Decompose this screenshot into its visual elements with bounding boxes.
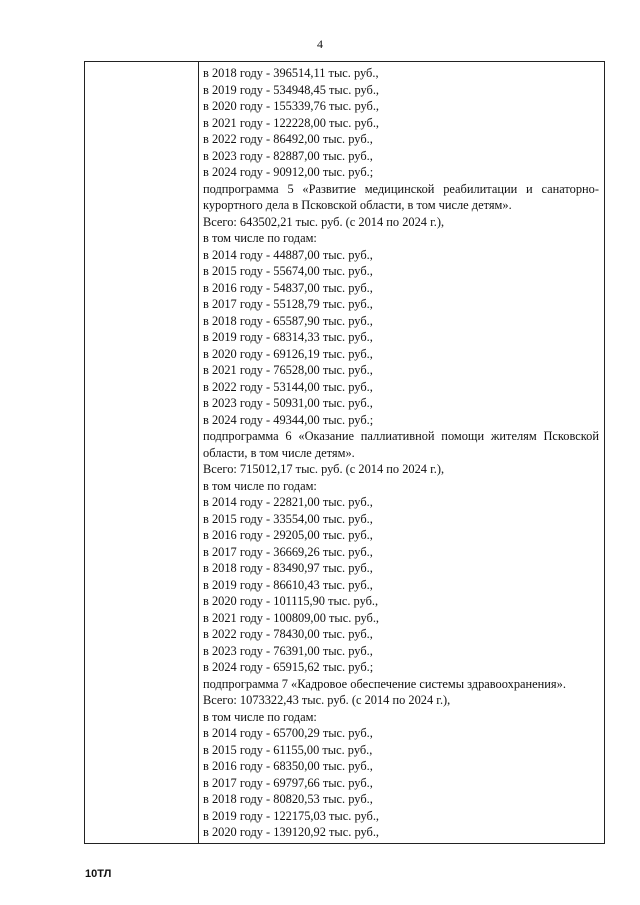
text-line: в том числе по годам: <box>203 231 317 245</box>
text-line: в 2020 году - 139120,92 тыс. руб., <box>203 825 380 839</box>
text-line: в 2021 году - 100809,00 тыс. руб., <box>203 610 380 625</box>
text-line: в 2023 году - 76391,00 тыс. руб., <box>203 643 373 658</box>
funding-table <box>84 61 605 844</box>
text-line: в 2015 году - 33554,00 тыс. руб., <box>203 511 373 526</box>
column-divider <box>198 62 199 843</box>
text-line: в 2024 году - 90912,00 тыс. руб.; <box>203 165 374 179</box>
text-line: в 2014 году - 65700,29 тыс. руб., <box>203 726 373 740</box>
text-line: в 2024 году - 65915,62 тыс. руб.; <box>203 660 374 674</box>
text-line: Всего: 1073322,43 тыс. руб. (с 2014 по 2024 г.), <box>203 693 451 707</box>
text-line: в 2021 году - 122228,00 тыс. руб., <box>203 115 380 130</box>
text-line: в 2016 году - 54837,00 тыс. руб., <box>203 280 373 295</box>
text-line: в 2019 году - 68314,33 тыс. руб., <box>203 330 373 344</box>
page-number: 4 <box>317 37 323 51</box>
text-line: в 2018 году - 83490,97 тыс. руб., <box>203 561 373 575</box>
text-line: в 2024 году - 49344,00 тыс. руб.; <box>203 412 374 427</box>
text-line: в 2017 году - 69797,66 тыс. руб., <box>203 775 373 790</box>
text-line: в 2015 году - 55674,00 тыс. руб., <box>203 264 373 278</box>
text-line: в 2014 году - 44887,00 тыс. руб., <box>203 247 373 262</box>
text-line: в 2014 году - 22821,00 тыс. руб., <box>203 495 373 509</box>
text-line: в 2022 году - 78430,00 тыс. руб., <box>203 627 373 641</box>
text-line: в 2018 году - 80820,53 тыс. руб., <box>203 792 373 806</box>
text-line: в том числе по годам: <box>203 709 317 724</box>
funding-cell-text <box>203 65 599 841</box>
text-line: в 2023 году - 50931,00 тыс. руб., <box>203 396 373 410</box>
text-line: в 2020 году - 155339,76 тыс. руб., <box>203 99 380 113</box>
text-line: Всего: 643502,21 тыс. руб. (с 2014 по 2024 г.), <box>203 214 445 229</box>
text-line: в 2018 году - 65587,90 тыс. руб., <box>203 313 373 328</box>
text-line: в 2020 году - 69126,19 тыс. руб., <box>203 346 373 361</box>
text-line: в 2017 году - 55128,79 тыс. руб., <box>203 297 373 311</box>
subprogram-title: подпрограмма 6 «Оказание паллиативной помощи жителям Псковской области, в том числе детям». <box>203 429 599 460</box>
text-line: в 2016 году - 29205,00 тыс. руб., <box>203 528 373 542</box>
text-line: в 2017 году - 36669,26 тыс. руб., <box>203 544 373 559</box>
text-line: в 2022 году - 53144,00 тыс. руб., <box>203 379 373 394</box>
text-line: в 2018 году - 396514,11 тыс. руб., <box>203 66 379 80</box>
subprogram-title: подпрограмма 5 «Развитие медицинской реабилитации и санаторно-курортного дела в Псковской области, в том числе детям». <box>203 181 599 212</box>
text-line: в 2015 году - 61155,00 тыс. руб., <box>203 742 373 757</box>
text-line: в 2019 году - 86610,43 тыс. руб., <box>203 577 373 592</box>
text-line: в 2022 году - 86492,00 тыс. руб., <box>203 132 373 146</box>
text-line: подпрограмма 7 «Кадровое обеспечение системы здравоохранения». <box>203 676 566 691</box>
text-line: Всего: 715012,17 тыс. руб. (с 2014 по 2024 г.), <box>203 462 445 476</box>
footer-code: 10ТЛ <box>85 868 112 880</box>
text-line: в 2020 году - 101115,90 тыс. руб., <box>203 594 379 608</box>
text-line: в 2021 году - 76528,00 тыс. руб., <box>203 363 373 377</box>
text-line: в том числе по годам: <box>203 478 317 493</box>
text-line: в 2016 году - 68350,00 тыс. руб., <box>203 759 373 773</box>
text-line: в 2019 году - 122175,03 тыс. руб., <box>203 808 380 823</box>
text-line: в 2023 году - 82887,00 тыс. руб., <box>203 148 373 163</box>
text-line: в 2019 году - 534948,45 тыс. руб., <box>203 82 380 97</box>
